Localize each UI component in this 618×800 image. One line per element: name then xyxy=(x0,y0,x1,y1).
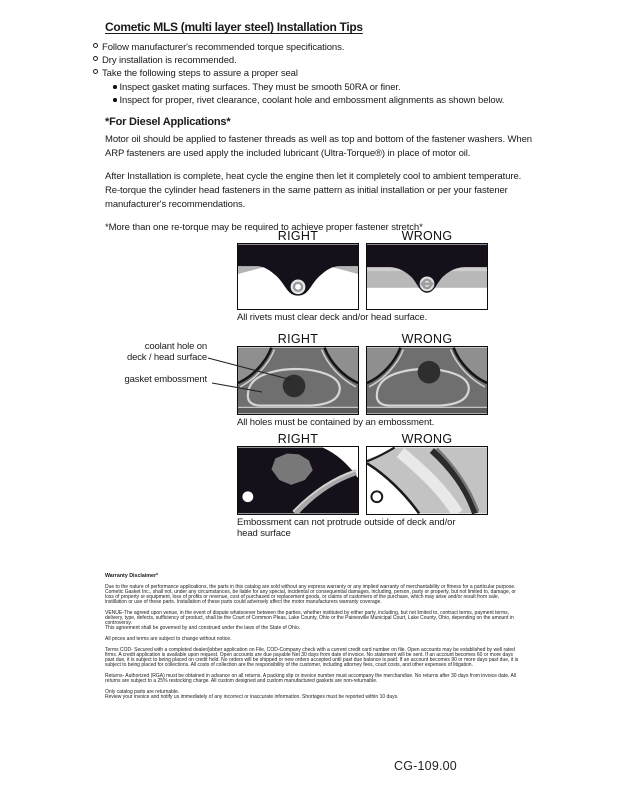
annotation-pointer-lines xyxy=(200,352,300,398)
page-title: Cometic MLS (multi layer steel) Installation Tips xyxy=(105,20,363,34)
bullet-text: Take the following steps to assure a proper seal xyxy=(102,68,298,80)
wrong-label: WRONG xyxy=(401,229,453,243)
dot-marker-icon xyxy=(113,98,117,102)
embossment-wrong-diagram xyxy=(366,446,488,515)
coolant-hole-icon xyxy=(418,361,441,384)
list-item xyxy=(93,54,553,67)
bullet-text: Follow manufacturer's recommended torque specifications. xyxy=(102,42,345,53)
rivet-right-diagram xyxy=(237,243,359,310)
warranty-disclaimer-section xyxy=(105,574,519,705)
bolt-hole-icon xyxy=(371,491,382,502)
right-label: RIGHT xyxy=(277,332,319,346)
diesel-paragraph: Motor oil should be applied to fastener threads as well as top and bottom of the fastener washers. When ARP fasteners are used apply the included lubricant (Ultra-Torque®) in place of motor oil. xyxy=(105,134,532,159)
diesel-section xyxy=(105,116,537,244)
embossment-right-diagram xyxy=(237,446,359,515)
list-item xyxy=(93,67,553,80)
right-label: RIGHT xyxy=(277,432,319,446)
sub-bullet-text: Inspect for proper, rivet clearance, coolant hole and embossment alignments as shown below. xyxy=(119,94,505,106)
rivet-wrong-diagram xyxy=(366,243,488,310)
list-item xyxy=(113,81,553,94)
catalog-parts-paragraph: Only catalog parts are returnable. Review your invoice and notify us immediately of any incorrect or inaccurate information. Shortages must be reported within 10 days. xyxy=(105,688,399,700)
coolant-hole-annotation: coolant hole on deck / head surface xyxy=(126,341,207,363)
list-item xyxy=(113,94,553,107)
diesel-heading: *For Diesel Applications* xyxy=(105,116,231,128)
prices-paragraph: All prices and terms are subject to change without notice. xyxy=(105,635,232,642)
diesel-paragraph: After Installation is complete, heat cycle the engine then let it completely cool to ambient temperature. Re-torque the cylinder head fasteners in the same pattern as initial installation or per your fastener manufacturer's recommendations. xyxy=(105,171,522,210)
diagram-caption: All holes must be contained by an embossment. xyxy=(237,417,435,428)
installation-tips-list xyxy=(93,41,553,107)
warranty-paragraph: Due to the nature of performance applications, the parts in this catalog are sold without any express warranty or any implied warranty of merchantability or fitness for a particular purpose. Cometic Gasket Inc., shall not, under any circumstances, be liable for any special, incidental or consequential damages, including, person, party or property, but not limited to, damage, or loss of property or equipment, loss of profits or revenue, cost of purchased or replacement goods, or claims of customers of the purchase, which may arise and/or result from sale, instillation or use of these parts. Installation of these parts could adversely affect the motor manufacturers warranty coverage. xyxy=(105,583,516,606)
wrong-label: WRONG xyxy=(401,332,453,346)
bullet-marker-icon xyxy=(93,69,98,74)
venue-paragraph: VENUE-The agreed upon venue, in the event of dispute whatsoever between the parties, whether instituted by either party, including, but not limited to, contract terms, payment terms, delivery, type, defects, sufficiency of product, shall be the Court of Common Pleas, Lake County, Ohio or the Painesville Municipal Court, Lake County, Ohio, depending on the amount in controversy. This agreement shall be governed by and construed under the laws of the State of Ohio. xyxy=(105,609,514,632)
right-label: RIGHT xyxy=(277,229,319,243)
returns-paragraph: Returns- Authorized (RGA) must be obtained in advance on all returns. A packing slip or invoice number must accompany the merchandise. No returns after 30 days from invoice date. All returns are subject to a 25% restocking charge. All custom designed and custom manufactured gaskets are non-returnable. xyxy=(105,672,517,684)
diagram-caption: All rivets must clear deck and/or head surface. xyxy=(237,312,428,323)
list-item xyxy=(93,41,553,54)
embossment-diagram-set xyxy=(237,432,488,539)
wrong-label: WRONG xyxy=(401,432,453,446)
diagram-caption: Embossment can not protrude outside of deck and/or head surface xyxy=(237,517,456,539)
bolt-hole-icon xyxy=(242,491,253,502)
bullet-marker-icon xyxy=(93,56,98,61)
bullet-marker-icon xyxy=(93,43,98,48)
page-number: CG-109.00 xyxy=(394,759,457,773)
bullet-text: Dry installation is recommended. xyxy=(102,55,237,67)
gasket-embossment-annotation: gasket embossment xyxy=(124,374,207,385)
warranty-heading: Warranty Disclaimer* xyxy=(105,573,159,579)
diesel-paragraph: *More than one re-torque may be required to achieve proper fastener stretch* xyxy=(105,222,423,233)
sub-bullet-text: Inspect gasket mating surfaces. They must be smooth 50RA or finer. xyxy=(119,81,401,93)
coolant-hole-wrong-diagram xyxy=(366,346,488,415)
dot-marker-icon xyxy=(113,85,117,89)
terms-paragraph: Terms COD- Secured with a completed dealer/jobber application on File, COD-Company check with a current credit card number on file. Open accounts may be established by well rated firms. A credit application is available upon request. Open accounts are due payable Net 30 days from date of invoice. No statement will be sent. If an account becomes 60 or more days past due, it is subject to being placed on credit hold. No orders will be shipped or new orders accepted until past due balance is paid. If an account becomes 90 or more days past due, it is subject to being placed for collections. All costs of collection are the responsibility of the customer, including attorney fees, court costs, and other expenses of litigation. xyxy=(105,646,519,669)
rivet-diagram-set xyxy=(237,229,488,323)
